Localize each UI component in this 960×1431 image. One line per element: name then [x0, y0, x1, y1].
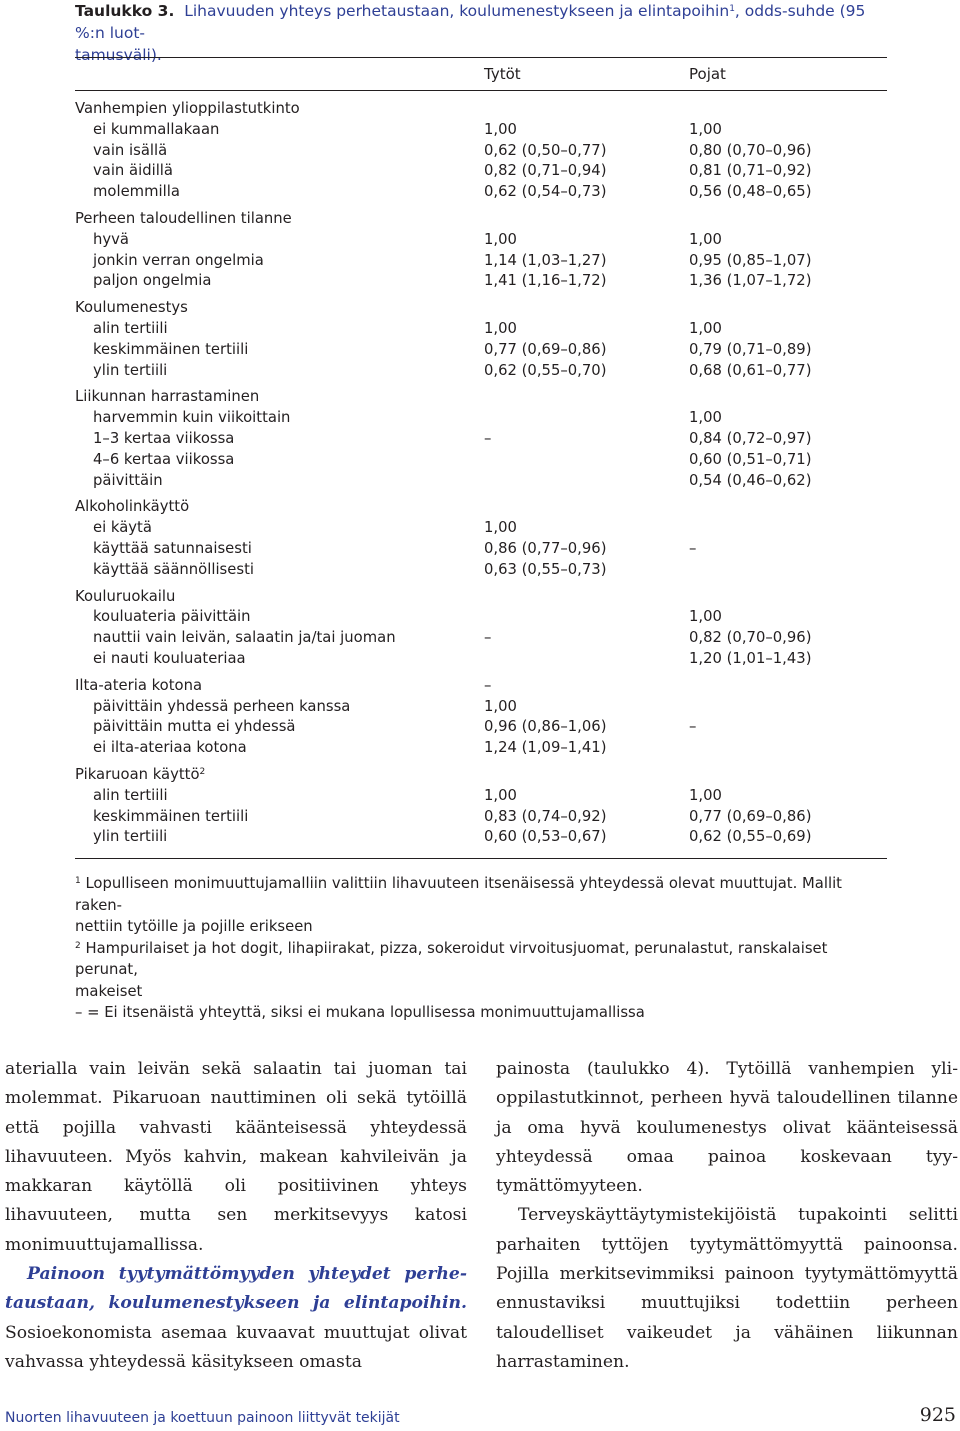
group-school-meals: [75, 587, 887, 670]
footnote-2: $^2$ Hampurilaiset ja hot dogit, lihapiirakat, pizza, sokeroidut virvoitusjuomat, perunalastut, ranskalaiset perunat, makeiset: [75, 939, 828, 1000]
table-row: ylin tertiili 0,60 (0,53–0,67) 0,62 (0,55–0,69): [93, 828, 812, 846]
table-row: 1–3 kertaa viikossa – 0,84 (0,72–0,97): [93, 429, 812, 447]
body-column-left: [5, 1055, 467, 1377]
column-header-boys: Pojat: [689, 65, 726, 83]
table-row: päivittäin mutta ei yhdessä 0,96 (0,86–1,06) –: [93, 718, 697, 736]
table-row: ei käytä 1,00: [93, 519, 517, 537]
table-body: [75, 91, 887, 858]
page-number: 925: [919, 1404, 956, 1426]
body-paragraph: painosta (taulukko 4). Tytöillä vanhempien ylioppilastutkinnot, perheen hyvä taloudellinen tilanne ja oma hyvä koulumenestys olivat käänteisessä yhteydessä omaa painoa koskevaan tyytymättömyyteen.: [496, 1059, 958, 1197]
column-header-girls: Tytöt: [484, 65, 521, 83]
table-row: hyvä 1,00 1,00: [93, 230, 722, 248]
table-row: paljon ongelmia 1,41 (1,16–1,72) 1,36 (1,07–1,72): [93, 272, 812, 290]
table-row: käyttää säännöllisesti 0,63 (0,55–0,73): [93, 560, 607, 578]
group-fast-food: [75, 765, 887, 848]
group-title: Pikaruoan käyttö$^2$: [75, 765, 206, 783]
group-parental-matriculation: [75, 99, 887, 203]
table-row: vain äidillä 0,82 (0,71–0,94) 0,81 (0,71–0,92): [93, 162, 812, 180]
section-heading: Painoon tyytymättömyyden yhteydet perhetaustaan, koulumenestykseen ja elintapoihin.: [5, 1264, 467, 1314]
group-title: Ilta-ateria kotona –: [75, 676, 492, 694]
table-row: 4–6 kertaa viikossa 0,60 (0,51–0,71): [93, 450, 812, 468]
table-row: päivittäin 0,54 (0,46–0,62): [93, 471, 812, 489]
table-row: ei nauti kouluateriaa 1,20 (1,01–1,43): [93, 649, 812, 667]
table-label: Taulukko 3.: [75, 2, 175, 20]
table-header: [75, 58, 887, 90]
table-row: ylin tertiili 0,62 (0,55–0,70) 0,68 (0,61–0,77): [93, 361, 812, 379]
group-physical-activity: [75, 387, 887, 491]
table-row: ei kummallakaan 1,00 1,00: [93, 120, 722, 138]
table-row: nauttii vain leivän, salaatin ja/tai juoman – 0,82 (0,70–0,96): [93, 629, 812, 647]
body-column-right: [496, 1055, 958, 1377]
group-family-finances: [75, 209, 887, 292]
group-title: Perheen taloudellinen tilanne: [75, 209, 292, 227]
group-title: Kouluruokailu: [75, 587, 176, 605]
body-paragraph: Terveyskäyttäytymistekijöistä tupakointi selitti parhaiten tyttöjen tyytymättömyyttä painoonsa. Pojilla merkitsevimmiksi painoon tyytymättömyyttä ennustaviksi muuttujiksi todettiin perheen taloudelliset vaikeudet ja vähäinen liikunnan harrastaminen.: [496, 1205, 958, 1372]
table-row: harvemmin kuin viikoittain 1,00: [93, 409, 722, 427]
table-row: alin tertiili 1,00 1,00: [93, 786, 722, 804]
group-alcohol-use: [75, 497, 887, 580]
table-row: keskimmäinen tertiili 0,77 (0,69–0,86) 0,79 (0,71–0,89): [93, 340, 812, 358]
table-title: Lihavuuden yhteys perhetaustaan, koulumenestykseen ja elintapoihin$^1$, odds-suhde (95 %:n luot- tamusväli).: [75, 2, 866, 64]
body-paragraph: Painoon tyytymättömyyden yhteydet perhetaustaan, koulumenestykseen ja elintapoihin. Sosioekonomista asemaa kuvaavat muuttujat olivat vahvassa yhteydessä käsitykseen omasta: [5, 1264, 467, 1372]
table-row: päivittäin yhdessä perheen kanssa 1,00: [93, 697, 517, 715]
table-row: jonkin verran ongelmia 1,14 (1,03–1,27) 0,95 (0,85–1,07): [93, 251, 812, 269]
table-row: käyttää satunnaisesti 0,86 (0,77–0,96) –: [93, 539, 697, 557]
footnote-dash: – = Ei itsenäistä yhteyttä, siksi ei mukana lopullisessa monimuuttujamallissa: [75, 1004, 645, 1021]
table-row: vain isällä 0,62 (0,50–0,77) 0,80 (0,70–0,96): [93, 141, 812, 159]
table-row: molemmilla 0,62 (0,54–0,73) 0,56 (0,48–0,65): [93, 183, 812, 201]
table-bottom-rule: [75, 858, 887, 859]
body-paragraph: aterialla vain leivän sekä salaatin tai juoman tai molemmat. Pikaruoan nauttiminen oli sekä tytöillä että pojilla vahvasti käänteisessä yhteydessä lihavuuteen. Myös kahvin, makean kahvileivän ja makkaran käytöllä oli positiivinen yhteys lihavuuteen, mutta sen merkitsevyys katosi monimuuttujamallissa.: [5, 1059, 467, 1255]
table-row: ei ilta-ateriaa kotona 1,24 (1,09–1,41): [93, 739, 607, 757]
table-row: kouluateria päivittäin 1,00: [93, 608, 722, 626]
table-footnotes: [75, 873, 890, 1024]
footnote-1: $^1$ Lopulliseen monimuuttujamalliin valittiin lihavuuteen itsenäisessä yhteydessä olevat muuttujat. Mallit raken- nettiin tytöille ja pojille erikseen: [75, 875, 842, 935]
group-title: Koulumenestys: [75, 299, 188, 317]
group-title: Alkoholinkäyttö: [75, 498, 190, 516]
group-title: Liikunnan harrastaminen: [75, 388, 260, 406]
group-school-performance: [75, 298, 887, 381]
table-row: alin tertiili 1,00 1,00: [93, 319, 722, 337]
running-footer-title: Nuorten lihavuuteen ja koettuun painoon liittyvät tekijät: [5, 1410, 400, 1426]
table-row: keskimmäinen tertiili 0,83 (0,74–0,92) 0,77 (0,69–0,86): [93, 807, 812, 825]
odds-ratio-table: [75, 57, 887, 859]
group-evening-meal: [75, 676, 887, 759]
group-title: Vanhempien ylioppilastutkinto: [75, 100, 300, 117]
